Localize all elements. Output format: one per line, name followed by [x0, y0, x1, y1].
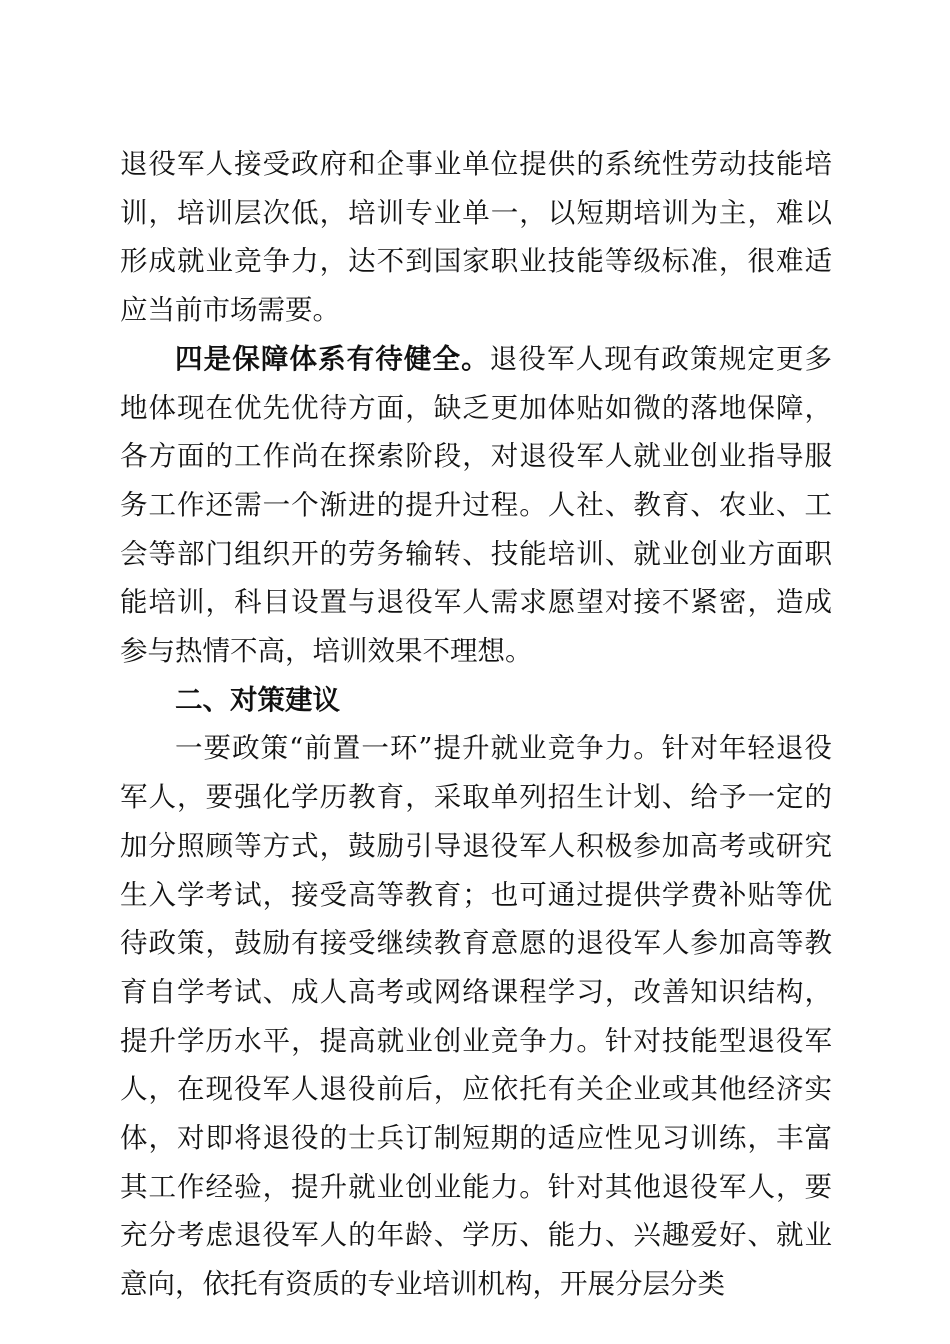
document-body [120, 140, 832, 1309]
paragraph-guarantee-system [120, 335, 832, 676]
paragraph-lead-guarantee: 四是保障体系有待健全。 [175, 342, 490, 375]
section-heading-countermeasures: 二、对策建议 [175, 683, 340, 716]
paragraph-training-continued: 退役军人接受政府和企事业单位提供的系统性劳动技能培训，培训层次低，培训专业单一，以短期培训为主，难以形成就业竞争力，达不到国家职业技能等级标准，很难适应当前市场需要。 [120, 148, 832, 327]
paragraph-policy-front-loop: 一要政策“前置一环”提升就业竞争力。针对年轻退役军人，要强化学历教育，采取单列招生计划、给予一定的加分照顾等方式，鼓励引导退役军人积极参加高考或研究生入学考试，接受高等教育；也可通过提供学费补贴等优待政策，鼓励有接受继续教育意愿的退役军人参加高等教育自学考试、成人高考或网络课程学习，改善知识结构，提升学历水平，提高就业创业竞争力。针对技能型退役军人，在现役军人退役前后，应依托有关企业或其他经济实体，对即将退役的士兵订制短期的适应性见习训练，丰富其工作经验，提升就业创业能力。针对其他退役军人，要充分考虑退役军人的年龄、学历、能力、兴趣爱好、就业意向，依托有资质的专业培训机构，开展分层分类 [120, 732, 832, 1301]
paragraph-body-guarantee: 退役军人现有政策规定更多地体现在优先优待方面，缺乏更加体贴如微的落地保障，各方面的工作尚在探索阶段，对退役军人就业创业指导服务工作还需一个渐进的提升过程。人社、教育、农业、工会等部门组织开的劳务输转、技能培训、就业创业方面职能培训，科目设置与退役军人需求愿望对接不紧密，造成参与热情不高，培训效果不理想。 [120, 342, 832, 668]
